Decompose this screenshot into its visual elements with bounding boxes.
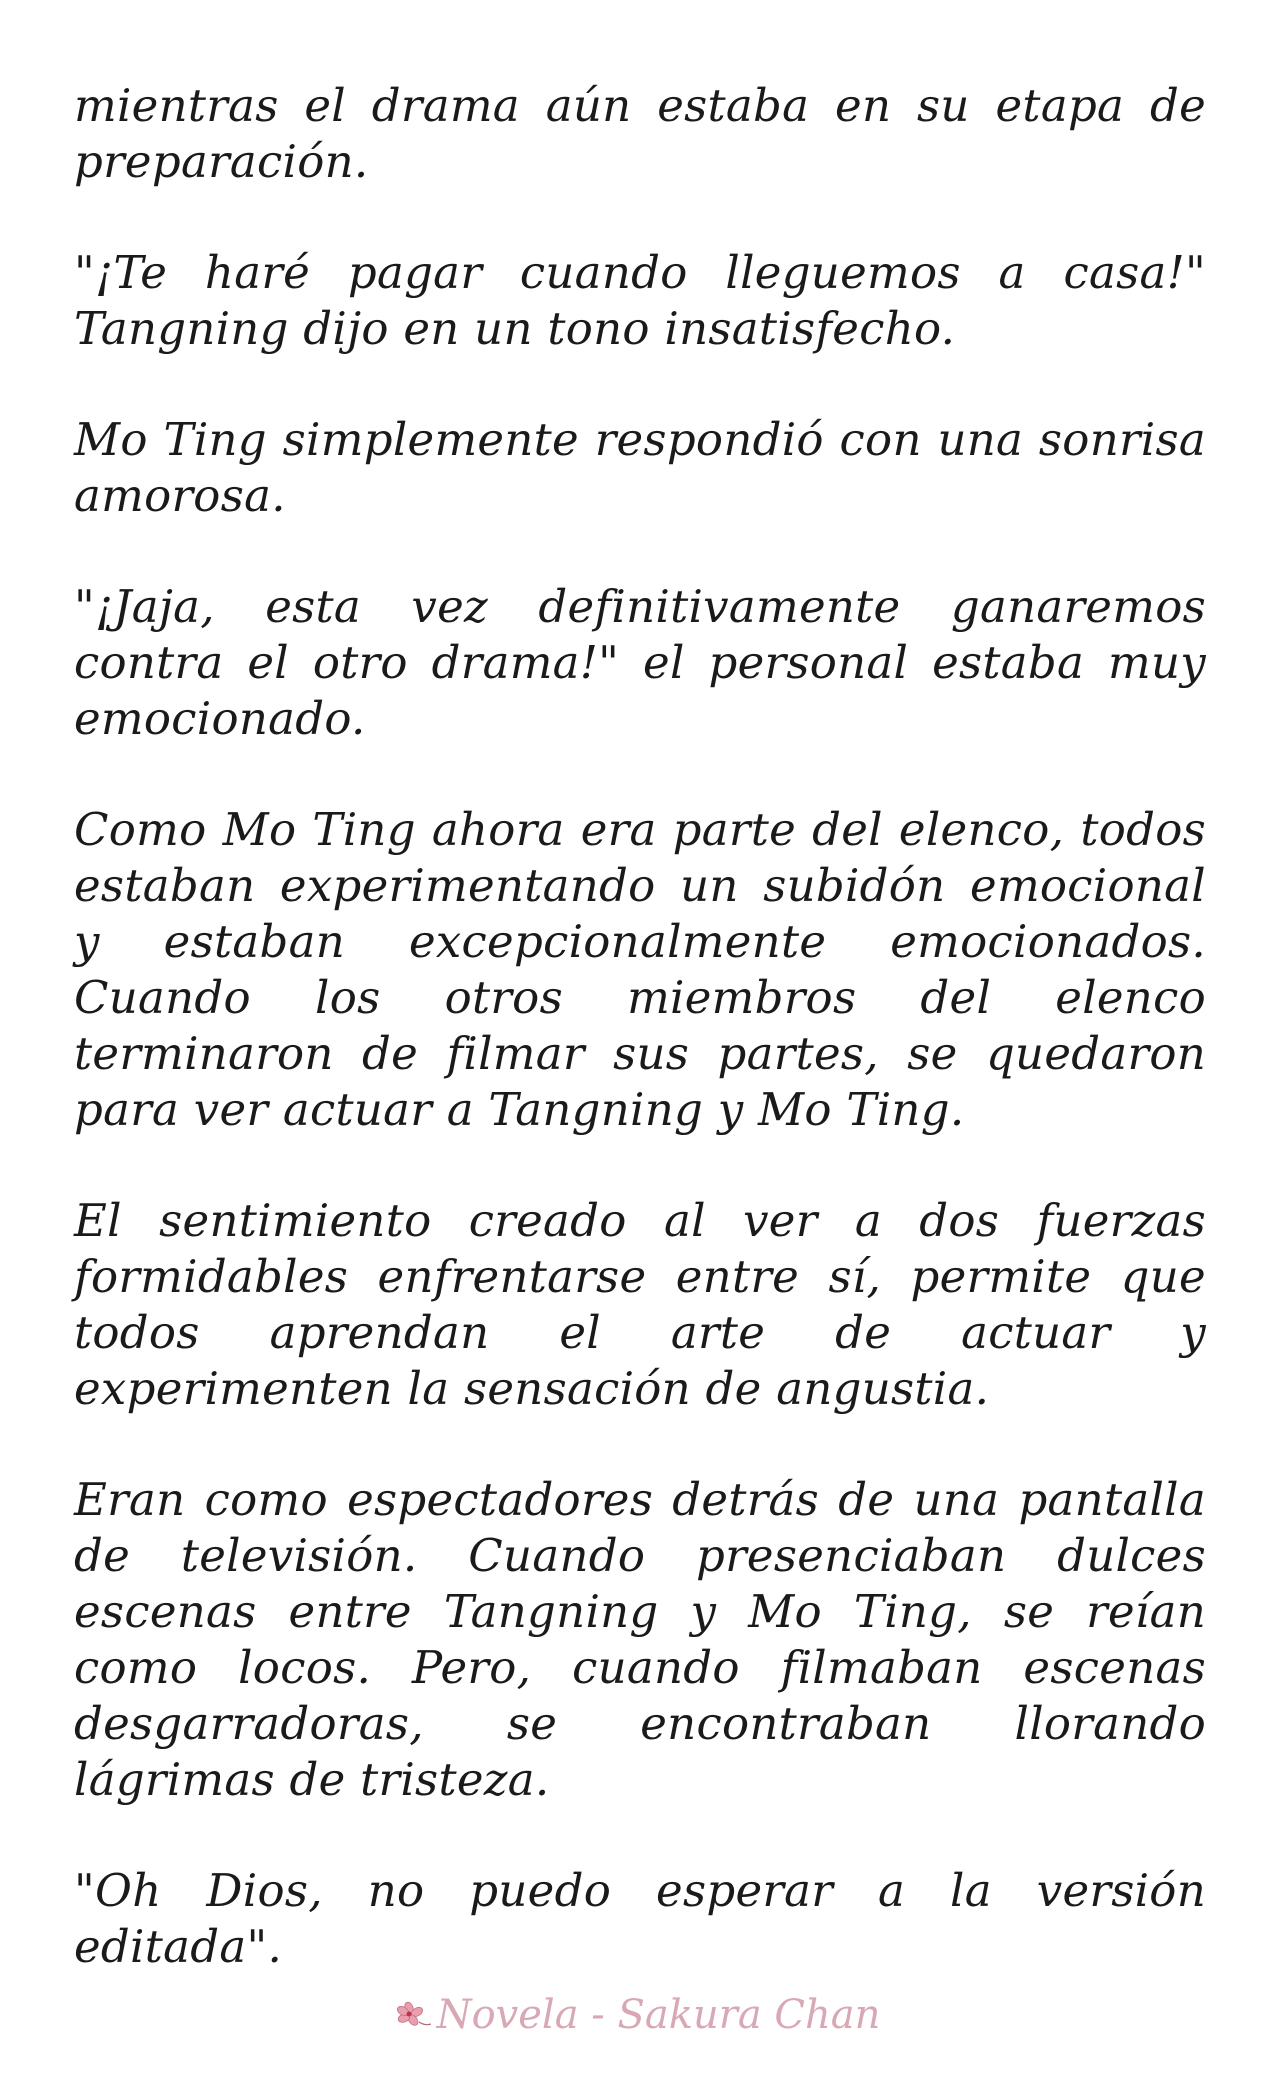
sakura-flower-icon bbox=[395, 1994, 433, 2024]
watermark-text: Novela - Sakura Chan bbox=[436, 1992, 881, 2038]
paragraph-4: "¡Jaja, esta vez definitivamente ganaremos contra el otro drama!" el personal estaba muy emocionado. bbox=[74, 580, 1206, 745]
paragraph-1: mientras el drama aún estaba en su etapa de preparación. bbox=[74, 79, 1206, 188]
paragraph-2: "¡Te haré pagar cuando lleguemos a casa!" Tangning dijo en un tono insatisfecho. bbox=[74, 246, 1206, 355]
paragraph-6: El sentimiento creado al ver a dos fuerzas formidables enfrentarse entre sí, permite que todos aprendan el arte de actuar y experimenten la sensación de angustia. bbox=[74, 1194, 1206, 1415]
paragraph-3: Mo Ting simplemente respondió con una sonrisa amorosa. bbox=[74, 413, 1206, 522]
paragraph-7: Eran como espectadores detrás de una pantalla de televisión. Cuando presenciaban dulces escenas entre Tangning y Mo Ting, se reían como locos. Pero, cuando filmaban escenas desgarradoras, se encontraban llorando lágrimas de tristeza. bbox=[74, 1473, 1206, 1806]
paragraph-5: Como Mo Ting ahora era parte del elenco, todos estaban experimentando un subidón emocional y estaban excepcionalmente emocionados. Cuando los otros miembros del elenco terminaron de filmar sus partes, se quedaron para ver actuar a Tangning y Mo Ting. bbox=[74, 803, 1206, 1136]
paragraph-8: "Oh Dios, no puedo esperar a la versión editada". bbox=[74, 1864, 1206, 1973]
document-body bbox=[74, 78, 1206, 2018]
watermark bbox=[0, 1992, 1275, 2038]
